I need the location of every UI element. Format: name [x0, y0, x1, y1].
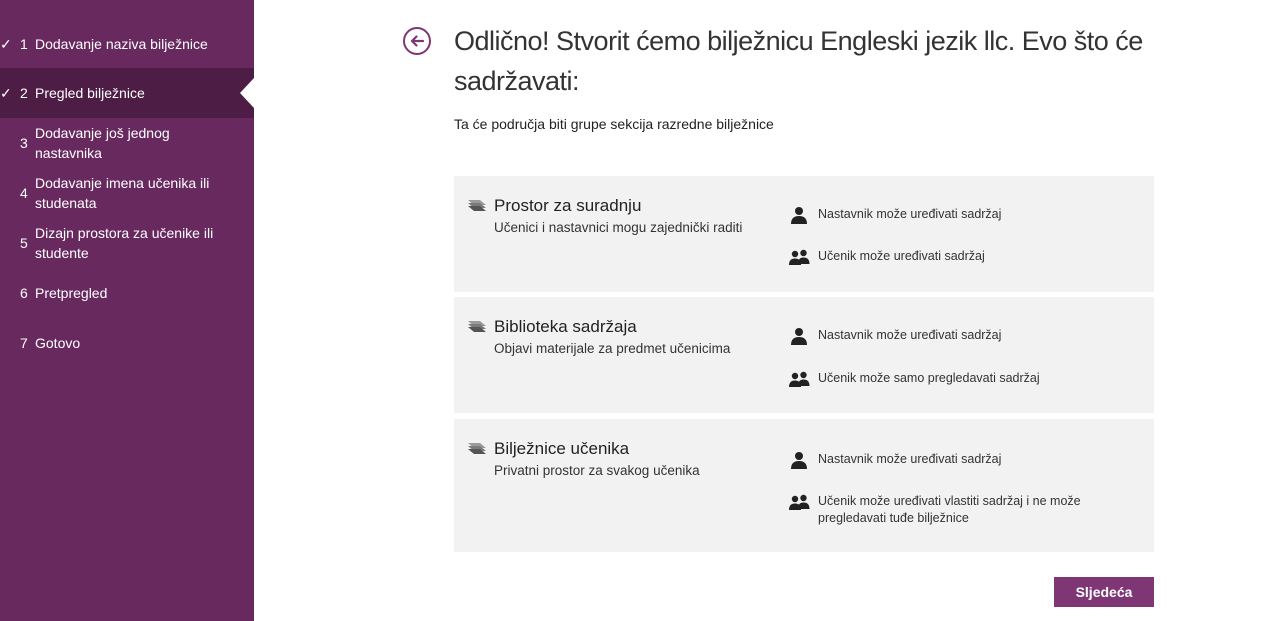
step-add-notebook-name[interactable]: [0, 19, 254, 69]
people-icon: [788, 248, 810, 266]
student-permission: [788, 493, 1088, 527]
wizard-sidebar: [0, 0, 254, 621]
back-button[interactable]: [403, 27, 431, 55]
page-subtitle: Ta će područja biti grupe sekcija razredne bilježnice: [454, 116, 774, 132]
step-add-students[interactable]: [0, 168, 254, 218]
step-add-teacher[interactable]: [0, 118, 254, 168]
section-title: Prostor za suradnju: [494, 196, 642, 215]
section-card-student-notebooks: [454, 419, 1154, 552]
section-group-icon: [466, 319, 488, 333]
student-permission: [788, 370, 1088, 388]
teacher-permission: [788, 451, 1088, 469]
section-title: Bilježnice učenika: [494, 439, 630, 458]
step-number: 5: [20, 235, 28, 251]
person-icon: [788, 327, 810, 345]
step-preview[interactable]: [0, 268, 254, 318]
section-description: Učenici i nastavnici mogu zajednički raditi: [494, 220, 743, 235]
back-arrow-icon: [408, 32, 426, 50]
student-permission: [788, 248, 1088, 266]
step-design-student-space[interactable]: [0, 218, 254, 268]
checkmark-icon: ✓: [0, 36, 12, 52]
page-title: Odlično! Stvorit ćemo bilježnicu Engleski jezik llc. Evo što će sadržavati:: [454, 26, 1143, 96]
section-group-icon: [466, 441, 488, 455]
step-label: Dizajn prostora za učenike ili studente: [35, 225, 214, 261]
checkmark-icon: ✓: [0, 85, 12, 101]
step-number: 1: [20, 36, 28, 52]
step-number: 7: [20, 335, 28, 351]
step-label: Dodavanje još jednog nastavnika: [35, 125, 170, 161]
teacher-permission: [788, 206, 1088, 224]
step-label: Dodavanje imena učenika ili studenata: [35, 175, 210, 211]
section-card-collaboration: [454, 176, 1154, 292]
people-icon: [788, 493, 810, 511]
person-icon: [788, 206, 810, 224]
section-title: Biblioteka sadržaja: [494, 317, 637, 336]
people-icon: [788, 370, 810, 388]
section-description: Privatni prostor za svakog učenika: [494, 463, 700, 478]
step-done[interactable]: [0, 318, 254, 368]
step-notebook-overview[interactable]: [0, 68, 254, 118]
step-number: 4: [20, 185, 28, 201]
permission-text: Učenik može samo pregledavati sadržaj: [818, 371, 1040, 385]
step-number: 3: [20, 135, 28, 151]
section-description: Objavi materijale za predmet učenicima: [494, 341, 731, 356]
step-number: 6: [20, 285, 28, 301]
step-label: Gotovo: [35, 335, 81, 351]
step-label: Pregled bilježnice: [35, 85, 145, 101]
section-card-content-library: [454, 297, 1154, 413]
permission-text: Učenik može uređivati sadržaj: [818, 249, 985, 263]
step-label: Pretpregled: [35, 285, 108, 301]
permission-text: Nastavnik može uređivati sadržaj: [818, 207, 1002, 221]
permission-text: Nastavnik može uređivati sadržaj: [818, 452, 1002, 466]
section-group-icon: [466, 198, 488, 212]
teacher-permission: [788, 327, 1088, 345]
permission-text: Nastavnik može uređivati sadržaj: [818, 328, 1002, 342]
person-icon: [788, 451, 810, 469]
step-number: 2: [20, 85, 28, 101]
permission-text: Učenik može uređivati vlastiti sadržaj i ne može pregledavati tuđe bilježnice: [818, 494, 1081, 525]
next-button[interactable]: Sljedeća: [1054, 577, 1154, 607]
step-label: Dodavanje naziva bilježnice: [35, 36, 208, 52]
